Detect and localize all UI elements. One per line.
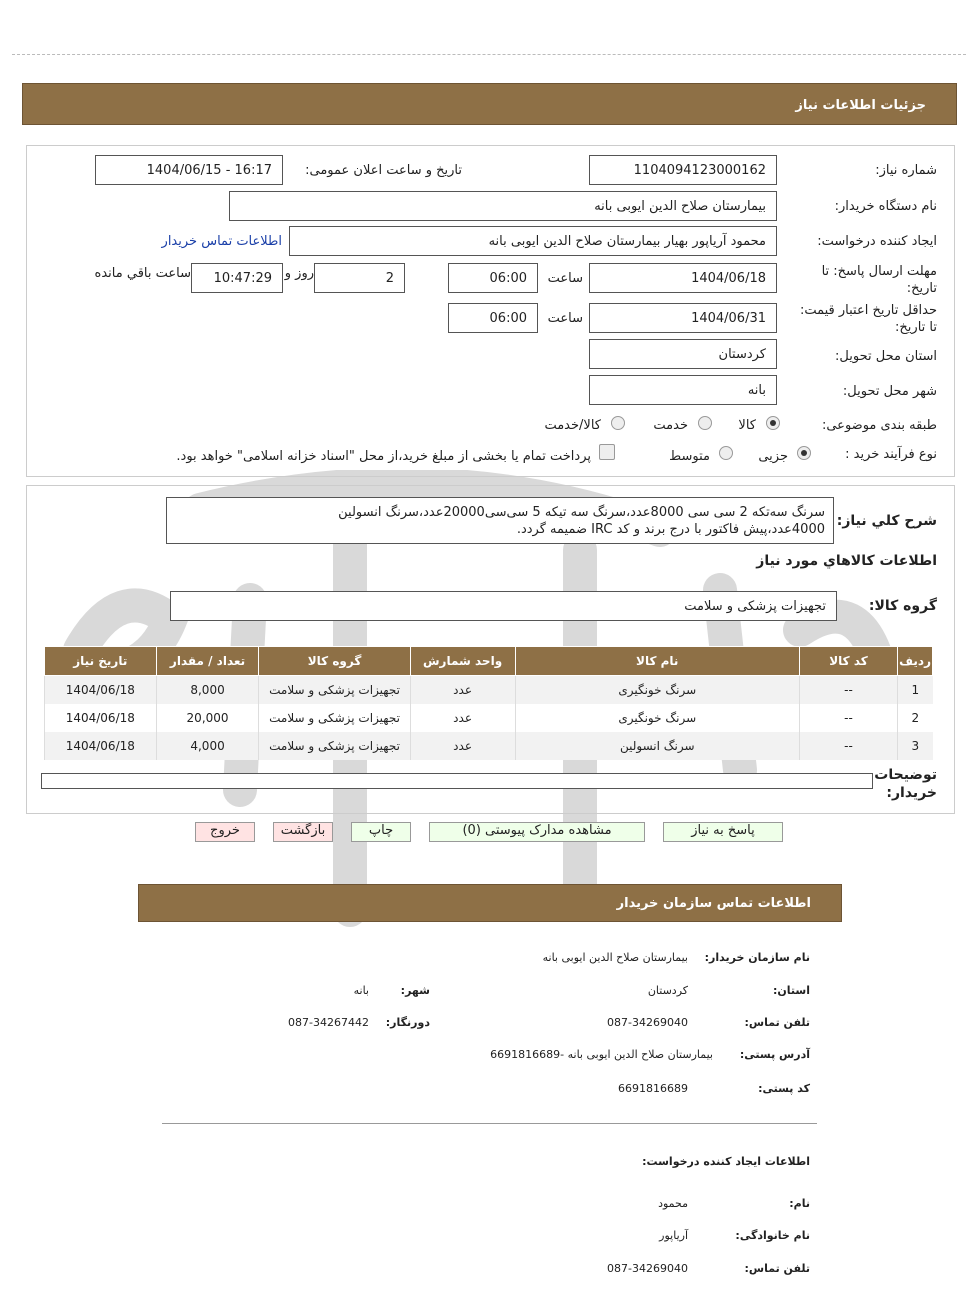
category-radio-goods[interactable] — [766, 416, 780, 430]
deadline-time-field: 06:00 — [448, 263, 538, 293]
contact-fax-label: دورنگار: — [385, 1016, 430, 1029]
contact-city-label: شهر: — [400, 984, 430, 997]
validity-time-label: ساعت — [547, 311, 583, 326]
contact-divider — [162, 1123, 817, 1124]
buyer-notes-label-line1: توضیحات — [874, 767, 937, 783]
col-unit: واحد شمارش — [410, 647, 515, 676]
goods-info-title: اطلاعات كالاهاي مورد نياز — [756, 553, 937, 569]
table-row — [45, 676, 933, 705]
validity-date-field: 1404/06/31 — [589, 303, 777, 333]
table-row — [45, 704, 933, 732]
category-option-goods-service: کالا/خدمت — [544, 418, 601, 433]
view-attachments-button[interactable]: مشاهده مدارک پیوستی (0) — [429, 822, 645, 842]
buyer-notes-label — [874, 766, 937, 802]
buyer-notes-field — [41, 773, 873, 789]
category-option-service: خدمت — [653, 418, 688, 433]
contact-org-label: نام سازمان خریدار: — [704, 951, 810, 964]
buyer-contact-link[interactable]: اطلاعات تماس خریدار — [161, 234, 282, 249]
purchase-option-medium: متوسط — [669, 449, 710, 464]
buyer-org-label: نام دستگاه خریدار: — [834, 199, 937, 214]
col-qty: تعداد / مقدار — [156, 647, 259, 676]
cell-group: تجهیزات پزشکی و سلامت — [259, 732, 410, 760]
table-row — [45, 732, 933, 760]
announce-label: تاریخ و ساعت اعلان عمومی: — [305, 163, 462, 178]
category-radio-goods-service[interactable] — [611, 416, 625, 430]
contact-address-label: آدرس پستی: — [739, 1048, 810, 1061]
contact-header — [138, 884, 842, 922]
contact-org-value: بیمارستان صلاح الدین ایوبی بانه — [542, 951, 688, 964]
cell-date: 1404/06/18 — [45, 732, 157, 760]
cell-date: 1404/06/18 — [45, 676, 157, 705]
cell-date: 1404/06/18 — [45, 704, 157, 732]
cell-qty: 4,000 — [156, 732, 259, 760]
province-field: کردستان — [589, 339, 777, 369]
contact-phone-value: 087-34269040 — [607, 1016, 688, 1029]
cell-name: سرنگ خونگیری — [515, 704, 799, 732]
goods-group-label: گروه کالا: — [868, 598, 937, 614]
goods-table — [44, 646, 933, 760]
contact-header-title: اطلاعات تماس سازمان خریدار — [616, 896, 811, 911]
page-header — [22, 83, 957, 125]
cell-group: تجهیزات پزشکی و سلامت — [259, 704, 410, 732]
cell-group: تجهیزات پزشکی و سلامت — [259, 676, 410, 705]
cell-name: سرنگ انسولین — [515, 732, 799, 760]
cell-code: -- — [799, 732, 897, 760]
deadline-time-label: ساعت — [547, 271, 583, 286]
creator-phone-value: 087-34269040 — [607, 1262, 688, 1275]
treasury-note: پرداخت تمام یا بخشی از مبلغ خرید،از محل "اسناد خزانه اسلامی" خواهد بود. — [176, 449, 591, 464]
cell-unit: عدد — [410, 704, 515, 732]
contact-province-label: استان: — [773, 984, 810, 997]
contact-postal-label: کد پستی: — [758, 1082, 810, 1095]
cell-name: سرنگ خونگیری — [515, 676, 799, 705]
page-title: جزئیات اطلاعات نیاز — [795, 98, 926, 113]
creator-family-label: نام خانوادگی: — [735, 1229, 810, 1242]
deadline-label-line2: تاریخ: — [906, 281, 937, 296]
print-button[interactable]: چاپ — [351, 822, 411, 842]
category-option-goods: کالا — [738, 418, 756, 433]
remaining-time-field: 10:47:29 — [191, 263, 283, 293]
deadline-date-field: 1404/06/18 — [589, 263, 777, 293]
deadline-label-line1: مهلت ارسال پاسخ: تا — [821, 264, 937, 279]
province-label: استان محل تحویل: — [835, 349, 937, 364]
cell-qty: 8,000 — [156, 676, 259, 705]
back-button[interactable]: بازگشت — [273, 822, 333, 842]
purchase-option-partial: جزیی — [758, 449, 788, 464]
description-line2: 4000عدد،پیش فاکتور با درج برند و کد IRC ضمیمه گردد. — [516, 522, 825, 537]
col-name: نام کالا — [515, 647, 799, 676]
buyer-org-field: بیمارستان صلاح الدین ایوبی بانه — [229, 191, 777, 221]
buyer-notes-label-line2: خریدار: — [886, 785, 937, 801]
city-field: بانه — [589, 375, 777, 405]
validity-label — [800, 302, 937, 336]
cell-unit: عدد — [410, 676, 515, 705]
remaining-label: ساعت باقي مانده — [94, 266, 191, 281]
category-radio-service[interactable] — [698, 416, 712, 430]
cell-row: 3 — [898, 732, 933, 760]
col-row: ردیف — [898, 647, 933, 676]
purchase-radio-medium[interactable] — [719, 446, 733, 460]
col-date: تاریخ نیاز — [45, 647, 157, 676]
col-code: کد کالا — [799, 647, 897, 676]
cell-row: 2 — [898, 704, 933, 732]
requester-label: ایجاد کننده درخواست: — [817, 234, 937, 249]
purchase-radio-partial[interactable] — [797, 446, 811, 460]
city-label: شهر محل تحویل: — [842, 384, 937, 399]
cell-code: -- — [799, 704, 897, 732]
creator-name-label: نام: — [789, 1197, 810, 1210]
creator-phone-label: تلفن تماس: — [744, 1262, 810, 1275]
need-number-label: شماره نیاز: — [875, 163, 937, 178]
description-line1: سرنگ سه‌تکه 2 سی سی 8000عدد،سرنگ سه تیکه 5 سی‌سی20000عدد،سرنگ انسولین — [338, 505, 825, 520]
announce-field: 1404/06/15 - 16:17 — [95, 155, 283, 185]
deadline-label — [822, 263, 937, 297]
validity-label-line1: حداقل تاریخ اعتبار قیمت: — [799, 303, 937, 318]
reply-button[interactable]: پاسخ به نیاز — [663, 822, 783, 842]
top-divider — [12, 54, 966, 55]
need-number-field: 1104094123000162 — [589, 155, 777, 185]
days-label: روز و — [284, 266, 314, 281]
contact-city-value: بانه — [353, 984, 369, 997]
contact-fax-value: 087-34267442 — [288, 1016, 369, 1029]
validity-label-line2: تا تاریخ: — [895, 320, 937, 335]
col-group: گروه کالا — [259, 647, 410, 676]
creator-name-value: محمود — [658, 1197, 688, 1210]
creator-family-value: آریاپور — [659, 1229, 688, 1242]
contact-postal-value: 6691816689 — [618, 1082, 688, 1095]
table-header-row — [45, 647, 933, 676]
contact-phone-label: تلفن تماس: — [744, 1016, 810, 1029]
treasury-checkbox[interactable] — [599, 444, 615, 460]
description-label: شرح كلي نياز: — [836, 513, 937, 529]
contact-address-value: بیمارستان صلاح الدین ایوبی بانه -6691816689 — [490, 1048, 713, 1061]
purchase-type-label: نوع فرآیند خرید : — [845, 447, 937, 462]
creator-title: اطلاعات ایجاد کننده درخواست: — [642, 1155, 810, 1168]
contact-province-value: کردستان — [647, 984, 688, 997]
cell-qty: 20,000 — [156, 704, 259, 732]
cell-code: -- — [799, 676, 897, 705]
cell-unit: عدد — [410, 732, 515, 760]
validity-time-field: 06:00 — [448, 303, 538, 333]
goods-group-field: تجهیزات پزشکی و سلامت — [170, 591, 837, 621]
exit-button[interactable]: خروج — [195, 822, 255, 842]
requester-field: محمود آریاپور بهیار بیمارستان صلاح الدین ایوبی بانه — [289, 226, 777, 256]
days-field: 2 — [314, 263, 405, 293]
category-label: طبقه بندی موضوعی: — [821, 418, 937, 433]
cell-row: 1 — [898, 676, 933, 705]
description-field — [166, 497, 834, 544]
